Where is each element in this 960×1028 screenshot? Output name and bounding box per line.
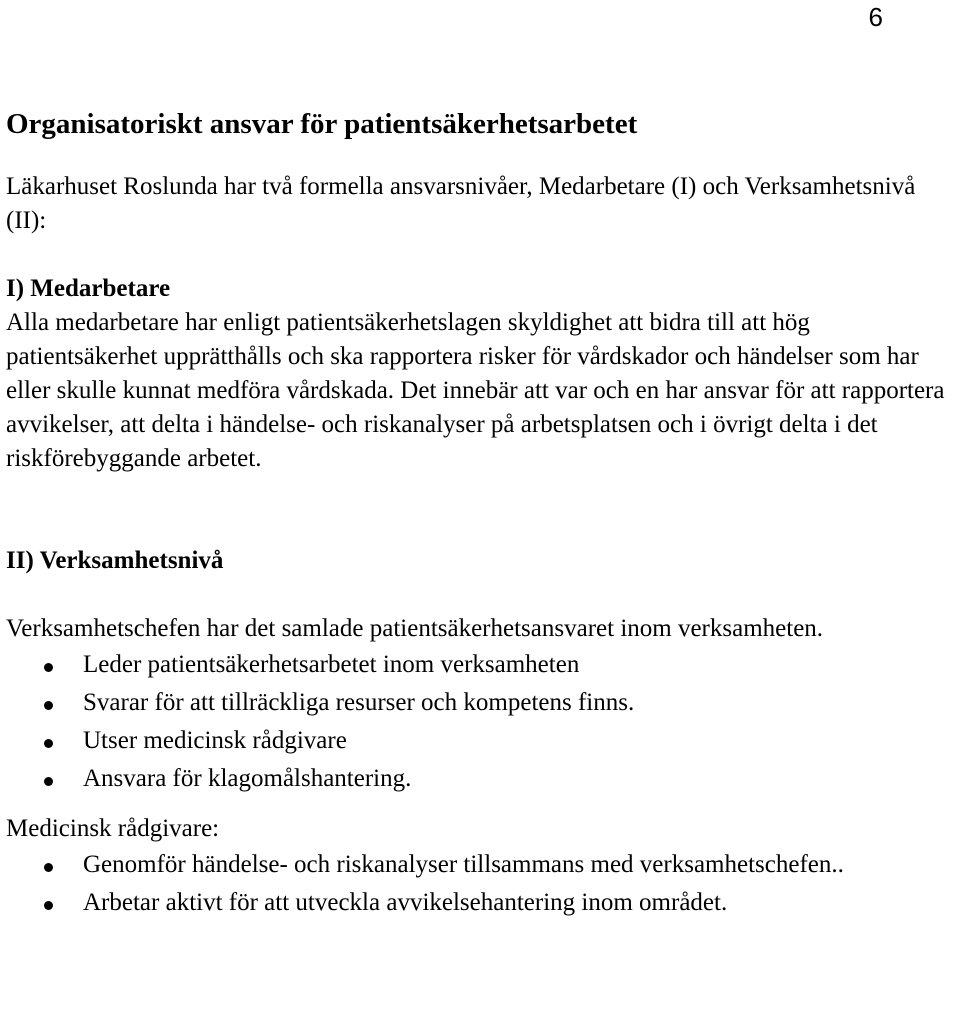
list-item-text: Genomför händelse- och riskanalyser tillsammans med verksamhetschefen.. bbox=[83, 851, 844, 878]
verksamhetsniva-bullet-list bbox=[6, 648, 956, 796]
list-item-text: Arbetar aktivt för att utveckla avvikelsehantering inom området. bbox=[83, 889, 728, 916]
section-heading-verksamhetsniva: II) Verksamhetsnivå bbox=[6, 547, 224, 574]
section-body-medarbetare: Alla medarbetare har enligt patientsäkerhetslagen skyldighet att bidra till att hög patientsäkerhet upprätthålls och ska rapportera risker för vårdskador och händelser som har eller skulle kunnat medföra vårdskada. Det innebär att var och en har ansvar för att rapportera avvikelser, att delta i händelse- och riskanalyser på arbetsplatsen och i övrigt delta i det riskförebyggande arbetet. bbox=[6, 309, 945, 472]
list-item bbox=[6, 648, 956, 682]
intro-paragraph: Läkarhuset Roslunda har två formella ansvarsnivåer, Medarbetare (I) och Verksamhetsnivå (II): bbox=[6, 173, 916, 234]
section-heading-medarbetare: I) Medarbetare bbox=[6, 275, 171, 302]
section-body-verksamhetsniva: Verksamhetschefen har det samlade patientsäkerhetsansvaret inom verksamheten. bbox=[6, 615, 824, 642]
list-item-text: Leder patientsäkerhetsarbetet inom verksamheten bbox=[83, 651, 580, 678]
list-item-text: Svarar för att tillräckliga resurser och kompetens finns. bbox=[83, 689, 635, 716]
list-item bbox=[6, 724, 956, 758]
bullet-icon bbox=[44, 663, 53, 672]
bullet-icon bbox=[44, 701, 53, 710]
bullet-icon bbox=[44, 901, 53, 910]
bullet-icon bbox=[44, 777, 53, 786]
page-title: Organisatoriskt ansvar för patientsäkerhetsarbetet bbox=[6, 108, 638, 140]
list-item bbox=[6, 848, 956, 882]
medicinsk-radgivare-bullet-list bbox=[6, 848, 956, 920]
list-item bbox=[6, 762, 956, 796]
list-item bbox=[6, 886, 956, 920]
section-heading-medicinsk-radgivare: Medicinsk rådgivare: bbox=[6, 815, 220, 842]
bullet-icon bbox=[44, 739, 53, 748]
list-item bbox=[6, 686, 956, 720]
list-item-text: Utser medicinsk rådgivare bbox=[83, 727, 347, 754]
document-body bbox=[6, 104, 956, 924]
page-number: 6 bbox=[868, 2, 883, 32]
bullet-icon bbox=[44, 863, 53, 872]
list-item-text: Ansvara för klagomålshantering. bbox=[83, 765, 412, 792]
